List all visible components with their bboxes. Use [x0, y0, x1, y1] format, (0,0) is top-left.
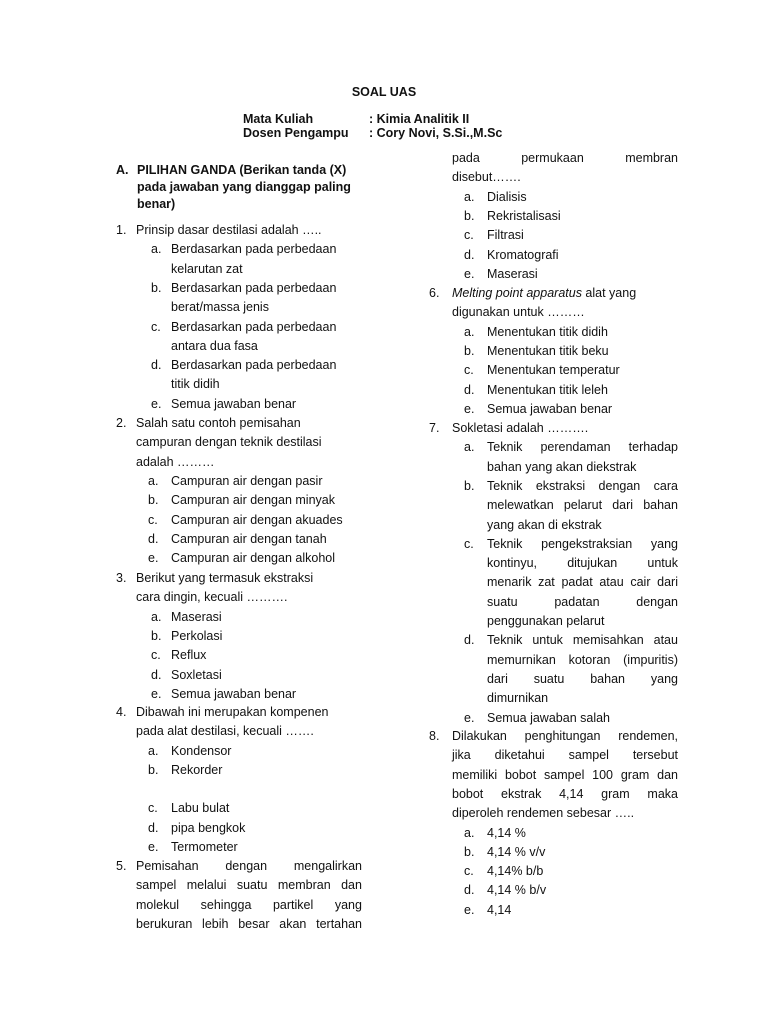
question-text: bobot ekstrak 4,14 gram maka	[452, 786, 678, 801]
doc-title: SOAL UAS	[351, 85, 417, 99]
option-letter: e.	[148, 839, 159, 854]
option-text: dimurnikan	[487, 691, 549, 706]
course-value: : Kimia Analitik II	[369, 112, 470, 126]
option-text: Campuran air dengan akuades	[171, 512, 343, 527]
lecturer-row	[243, 126, 502, 140]
question-text: Berikut yang termasuk ekstraksi	[136, 571, 314, 585]
option-text: Perkolasi	[171, 628, 223, 643]
option-letter: b.	[464, 343, 475, 358]
option-text: kelarutan zat	[171, 261, 243, 276]
option-text: yang akan di ekstrak	[487, 517, 602, 532]
question-number: 3.	[116, 571, 127, 585]
question-text: berukuran lebih besar akan tertahan	[136, 916, 362, 931]
option-letter: a.	[464, 825, 475, 840]
option-letter: a.	[464, 440, 475, 455]
option-letter: b.	[148, 762, 159, 777]
option-text: Berdasarkan pada perbedaan	[171, 280, 337, 295]
question-text-rest: alat yang	[581, 286, 637, 300]
question-number: 8.	[429, 729, 440, 743]
option-text: memurnikan kotoran (impuritis)	[487, 652, 678, 667]
lecturer-value: : Cory Novi, S.Si.,M.Sc	[369, 126, 503, 140]
option-text: kontinyu, ditujukan untuk	[487, 556, 678, 571]
question-text: Prinsip dasar destilasi adalah …..	[136, 223, 322, 237]
lecturer-label: Dosen Pengampu	[243, 126, 349, 140]
option-letter: e.	[151, 396, 162, 411]
question-text: diperoleh rendemen sebesar …..	[452, 806, 635, 821]
option-letter: a.	[151, 609, 162, 624]
option-text: Teknik untuk memisahkan atau	[487, 633, 678, 648]
option-text: Soxletasi	[171, 667, 222, 682]
option-text: Labu bulat	[171, 801, 230, 816]
option-text: Dialisis	[487, 189, 527, 204]
question-text: molekul sehingga partikel yang	[136, 897, 362, 912]
option-text: Berdasarkan pada perbedaan	[171, 319, 337, 334]
option-text: suatu padatan dengan	[487, 594, 678, 609]
option-text: Teknik ekstraksi dengan cara	[487, 478, 678, 493]
option-text: bahan yang akan diekstrak	[487, 459, 637, 474]
option-text: penggunakan pelarut	[487, 614, 605, 628]
option-letter: d.	[148, 820, 159, 835]
option-letter: d.	[151, 358, 162, 373]
option-letter: a.	[464, 324, 475, 339]
option-letter: e.	[464, 401, 475, 416]
option-letter: e.	[464, 266, 475, 281]
option-letter: e.	[464, 710, 475, 725]
option-letter: c.	[151, 319, 161, 334]
option-letter: b.	[151, 628, 162, 643]
question-text: Sokletasi adalah ……….	[452, 421, 589, 435]
option-letter: d.	[464, 247, 475, 262]
question-number: 2.	[116, 416, 127, 430]
option-text: Menentukan titik beku	[487, 343, 609, 358]
option-letter: d.	[151, 667, 162, 682]
option-text: Campuran air dengan minyak	[171, 493, 335, 508]
section-heading	[116, 162, 376, 213]
question-text: Dibawah ini merupakan kompenen	[136, 705, 329, 719]
question-text: adalah ………	[136, 454, 215, 469]
option-text: melewatkan pelarut dari bahan	[487, 498, 678, 513]
option-text: Kondensor	[171, 743, 232, 758]
option-text: Kromatografi	[487, 247, 559, 262]
option-text: Semua jawaban salah	[487, 710, 610, 725]
option-text: 4,14% b/b	[487, 864, 544, 879]
option-text: Berdasarkan pada perbedaan	[171, 358, 337, 373]
option-letter: a.	[464, 189, 475, 204]
option-letter: a.	[148, 743, 159, 758]
option-text: Teknik perendaman terhadap	[487, 440, 678, 455]
option-text: 4,14 %	[487, 825, 526, 840]
option-letter: c.	[148, 512, 158, 527]
option-text: Rekristalisasi	[487, 208, 561, 223]
option-text: Termometer	[171, 839, 238, 854]
option-letter: b.	[464, 844, 475, 859]
option-text: Teknik pengekstraksian yang	[487, 536, 678, 551]
option-text: Reflux	[171, 648, 207, 663]
question-text: Dilakukan penghitungan rendemen,	[452, 729, 678, 743]
option-letter: c.	[464, 228, 474, 243]
question-text: Salah satu contoh pemisahan	[136, 416, 301, 430]
option-letter: c.	[464, 864, 474, 879]
option-text: dari suatu bahan yang	[487, 671, 678, 686]
question-number: 1.	[116, 223, 127, 237]
option-letter: d.	[464, 633, 475, 648]
option-text: Maserasi	[171, 609, 222, 624]
question-text	[452, 285, 636, 301]
option-letter: a.	[151, 242, 162, 257]
question-text: memiliki bobot sampel 100 gram dan	[452, 767, 678, 782]
option-text: menarik zat padat atau cair dari	[487, 575, 678, 590]
course-label: Mata Kuliah	[243, 112, 314, 126]
option-letter: d.	[464, 883, 475, 898]
question-term: Melting point apparatus	[452, 286, 582, 300]
option-text: Campuran air dengan pasir	[171, 473, 323, 488]
option-letter: e.	[151, 686, 162, 701]
question-text: cara dingin, kecuali ……….	[136, 590, 288, 605]
option-letter: b.	[148, 493, 159, 508]
question-text: sampel melalui suatu membran dan	[136, 878, 362, 893]
option-text: Filtrasi	[487, 228, 524, 243]
option-text: titik didih	[171, 377, 220, 392]
question-text: Pemisahan dengan mengalirkan	[136, 859, 362, 873]
option-letter: e.	[464, 902, 475, 917]
section-letter: A.	[116, 163, 129, 177]
option-text: 4,14 % v/v	[487, 844, 546, 859]
option-text: pipa bengkok	[171, 820, 246, 835]
option-text: Menentukan temperatur	[487, 363, 620, 378]
option-text: 4,14	[487, 902, 512, 917]
option-text: Semua jawaban benar	[487, 401, 613, 416]
option-letter: c.	[151, 648, 161, 663]
option-text: Semua jawaban benar	[171, 686, 297, 701]
option-text: Menentukan titik leleh	[487, 382, 608, 397]
option-letter: a.	[148, 473, 159, 488]
option-text: Maserasi	[487, 266, 538, 281]
option-text: antara dua fasa	[171, 338, 258, 353]
option-letter: b.	[151, 280, 162, 295]
option-text: Berdasarkan pada perbedaan	[171, 242, 337, 257]
question-number: 4.	[116, 705, 127, 719]
option-text: berat/massa jenis	[171, 300, 269, 315]
option-text: Semua jawaban benar	[171, 396, 297, 411]
option-letter: c.	[148, 801, 158, 816]
question-text: campuran dengan teknik destilasi	[136, 435, 322, 450]
question-number: 6.	[429, 286, 440, 300]
course-row	[243, 112, 469, 126]
option-letter: c.	[464, 363, 474, 378]
option-text: Campuran air dengan alkohol	[171, 551, 335, 566]
option-text: 4,14 % b/v	[487, 883, 547, 898]
option-text: Rekorder	[171, 762, 223, 777]
question-text: pada permukaan membran	[452, 151, 678, 165]
question-text: jika diketahui sampel tersebut	[452, 748, 678, 763]
question-number: 7.	[429, 421, 440, 435]
option-letter: d.	[148, 531, 159, 546]
option-letter: d.	[464, 382, 475, 397]
option-text: Campuran air dengan tanah	[171, 531, 327, 546]
question-text: digunakan untuk ………	[452, 305, 585, 320]
question-text: pada alat destilasi, kecuali …….	[136, 724, 314, 739]
option-letter: c.	[464, 536, 474, 551]
option-letter: b.	[464, 208, 475, 223]
option-text: Menentukan titik didih	[487, 324, 608, 339]
question-number: 5.	[116, 859, 127, 873]
option-letter: b.	[464, 478, 475, 493]
question-text: disebut…….	[452, 170, 521, 185]
option-letter: e.	[148, 551, 159, 566]
section-title: PILIHAN GANDA (Berikan tanda (X) pada jawaban yang dianggap paling benar)	[137, 163, 351, 211]
